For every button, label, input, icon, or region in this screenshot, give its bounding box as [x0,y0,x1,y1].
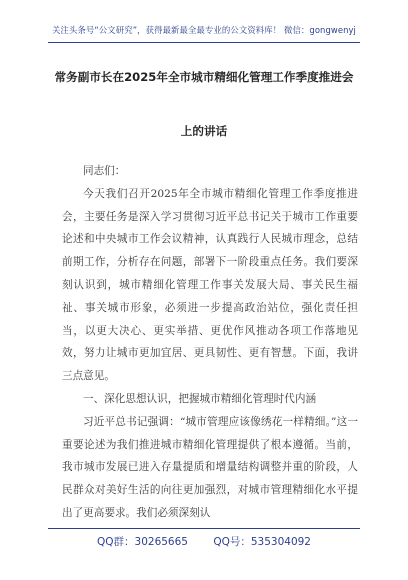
page-footer [0,534,408,549]
section-heading: 一、深化思想认识，把握城市精细化管理时代内涵 [83,392,317,405]
paragraph: 今天我们召开2025年全市城市精细化管理工作季度推进会，主要任务是深入学习贯彻习近平总书记关于城市工作重要论述和中央城市工作会议精神，认真践行人民城市理念，总结前期工作，分析存在问题，部署下一阶段重点任务。我们要深刻认识到，城市精细化管理工作事关发展大局、事关民生福祉、事关城市形象，必须进一步提高政治站位，强化责任担当，以更大决心、更实举措、更优作风推动各项工作落地见效，努力让城市更加宜居、更具韧性、更有智慧。下面，我讲三点意见。 [62,187,358,383]
document-title: 常务副市长在2025年全市城市精细化管理工作季度推进会 [54,70,354,84]
paragraph: 习近平总书记强调：“城市管理应该像绣花一样精细。”这一重要论述为我们推进城市精细化管理提供了根本遵循。当前，我市城市发展已进入存量提质和增量结构调整并重的阶段，人民群众对美好生活的向往更加强烈，对城市管理精细化水平提出了更高要求。我们必须深刻认 [62,415,358,519]
qq-group: QQ群：30265665 [97,536,188,548]
document-body [62,160,358,525]
footer-divider [48,528,360,529]
qq-number: QQ号：535304092 [213,536,311,548]
page-header: 关注头条号“公文研究”，获得最新最全最专业的公文资料库！ 微信：gongwenyj [52,25,356,35]
header-divider [48,42,360,43]
greeting: 同志们： [83,165,126,177]
document-title-line2: 上的讲话 [180,124,228,138]
